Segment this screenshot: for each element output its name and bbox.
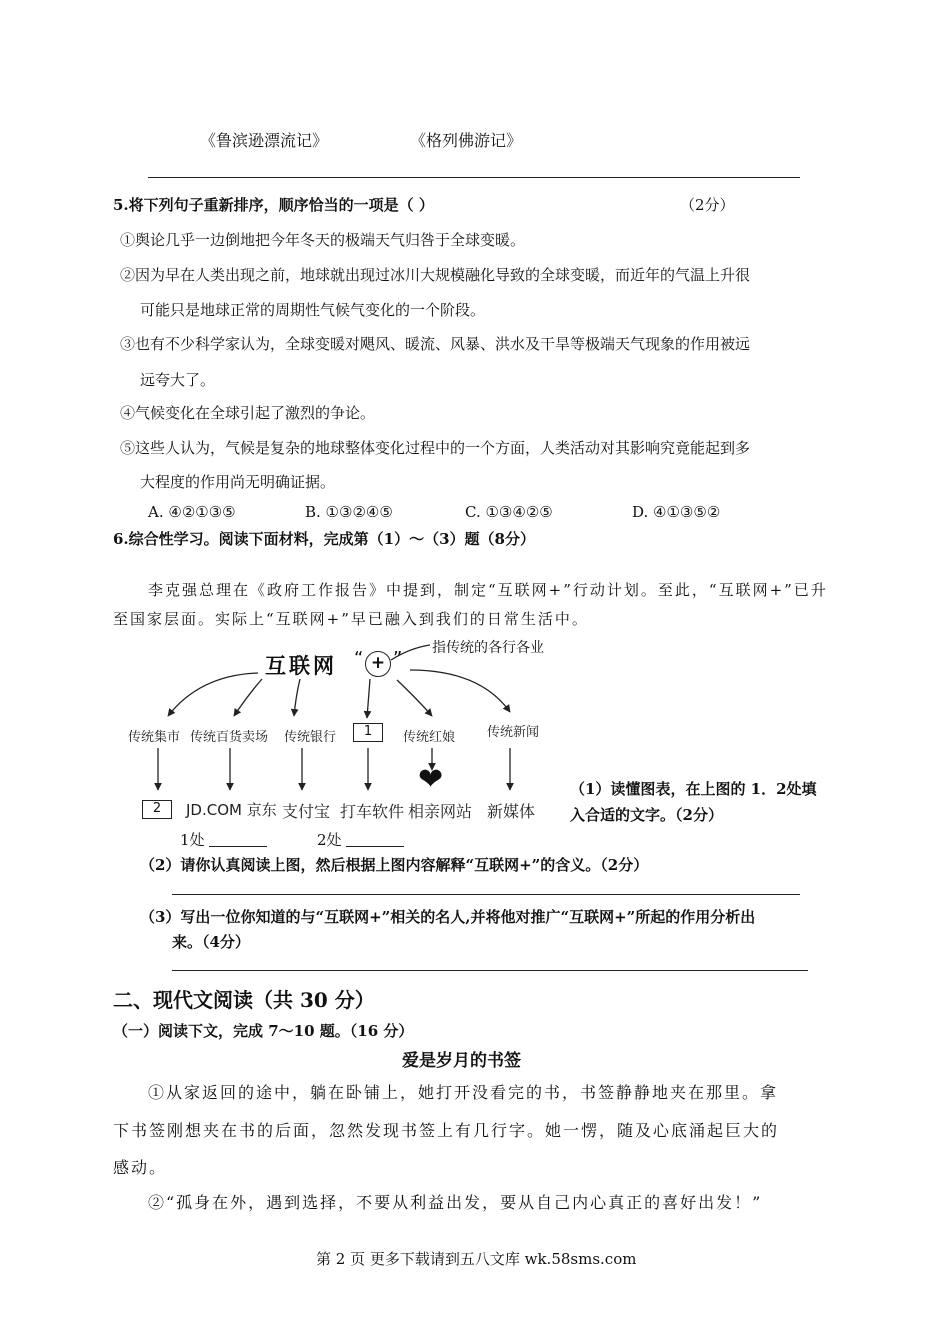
q5-sentence-2b: 可能只是地球正常的周期性气候气变化的一个阶段。 (140, 301, 486, 319)
q6-sub1-line-a: （1）读懂图表，在上图的 1．2处填 (570, 780, 817, 798)
article-paragraph-1-line-b: 下书签刚想夹在书的后面，忽然发现书签上有几行字。她一愣，随及心底涌起巨大的 (113, 1121, 780, 1140)
q5-stem: 5.将下列句子重新排序，顺序恰当的一项是（ ） (113, 196, 434, 214)
q6-stem: 6.综合性学习。阅读下面材料，完成第（1）～（3）题（8分） (113, 530, 535, 548)
q5-score: （2分） (680, 196, 735, 214)
fill-line-1[interactable] (209, 846, 267, 847)
q5-option-b: B. ①③②④⑤ (305, 503, 393, 521)
article-paragraph-1-line-c: 感动。 (113, 1158, 168, 1177)
q5-sentence-4: ④气候变化在全球引起了激烈的争论。 (120, 404, 376, 422)
label-traditional-bank: 传统银行 (284, 730, 337, 745)
article-title: 爱是岁月的书签 (402, 1051, 521, 1071)
label-dating-site: 相亲网站 (408, 802, 473, 821)
article-paragraph-1-line-a: ①从家返回的途中，躺在卧铺上，她打开没看完的书，书签静静地夹在那里。拿 (148, 1083, 779, 1102)
book-title-robinson: 《鲁滨逊漂流记》 (200, 131, 329, 150)
q6-sub3-line-b: 来。（4分） (172, 933, 250, 951)
q5-option-d: D. ④①③⑤② (632, 503, 721, 521)
q6-material-line-1: 李克强总理在《政府工作报告》中提到，制定“互联网+”行动计划。至此，“互联网+”已升 (148, 581, 828, 599)
book-title-gulliver: 《格列佛游记》 (410, 131, 523, 150)
blank-box-2: 2 (142, 800, 172, 819)
label-new-media: 新媒体 (487, 802, 536, 821)
fill-label-2: 2处 (317, 831, 342, 849)
label-traditional-market: 传统集市 (128, 730, 181, 745)
page-footer: 第 2 页 更多下载请到五八文库 wk.58sms.com (316, 1250, 637, 1268)
q6-material-line-2: 至国家层面。实际上“互联网+”早已融入到我们的日常生活中。 (113, 610, 589, 628)
blank-box-1: 1 (353, 723, 383, 742)
fill-label-1: 1处 (180, 831, 205, 849)
diagram-quote-left: “ (354, 648, 364, 669)
q5-option-c: C. ①③④②⑤ (465, 503, 553, 521)
section-2-part-1: （一）阅读下文，完成 7～10 题。（16 分） (113, 1022, 414, 1040)
fill-line-2[interactable] (346, 846, 404, 847)
label-traditional-matchmaker: 传统红娘 (403, 730, 456, 745)
diagram-callout: 指传统的各行各业 (432, 640, 544, 656)
label-alipay: 支付宝 (282, 802, 331, 821)
q5-sentence-2a: ②因为早在人类出现之前，地球就出现过冰川大规模融化导致的全球变暖，而近年的气温上升很 (120, 266, 751, 284)
q5-sentence-5b: 大程度的作用尚无明确证据。 (140, 473, 336, 491)
label-taxi-app: 打车软件 (340, 802, 405, 821)
article-paragraph-2: ②“孤身在外，遇到选择，不要从利益出发，要从自己内心真正的喜好出发！” (148, 1193, 763, 1212)
label-traditional-department-store: 传统百货卖场 (190, 730, 269, 745)
section-2-title: 二、现代文阅读（共 30 分） (113, 988, 375, 1012)
q5-option-a: A. ④②①③⑤ (148, 503, 236, 521)
label-traditional-news: 传统新闻 (487, 725, 540, 740)
q6-sub2-answer-line[interactable] (172, 894, 800, 895)
q5-sentence-1: ①舆论几乎一边倒地把今年冬天的极端天气归咎于全球变暖。 (120, 231, 526, 249)
q5-sentence-5a: ⑤这些人认为，气候是复杂的地球整体变化过程中的一个方面，人类活动对其影响究竟能起到多 (120, 439, 751, 457)
heart-icon: ❤ (418, 762, 444, 797)
q6-sub1-line-b: 入合适的文字。（2分） (570, 806, 723, 824)
q5-sentence-3a: ③也有不少科学家认为，全球变暖对飓风、暖流、风暴、洪水及干旱等极端天气现象的作用被远 (120, 335, 751, 353)
q6-sub2: （2）请你认真阅读上图，然后根据上图内容解释“互联网+”的含义。（2分） (140, 856, 649, 874)
label-jd: JD.COM 京东 (186, 801, 277, 819)
q5-sentence-3b: 远夸大了。 (140, 371, 216, 389)
diagram-title: 互联网 (265, 654, 337, 678)
plus-circle: + (365, 651, 391, 677)
q6-sub3-line-a: （3）写出一位你知道的与“互联网+”相关的名人,并将他对推广“互联网+”所起的作用分析出 (140, 908, 756, 926)
diagram-quote-right: ” (393, 648, 403, 669)
q6-sub3-answer-line[interactable] (172, 970, 808, 971)
